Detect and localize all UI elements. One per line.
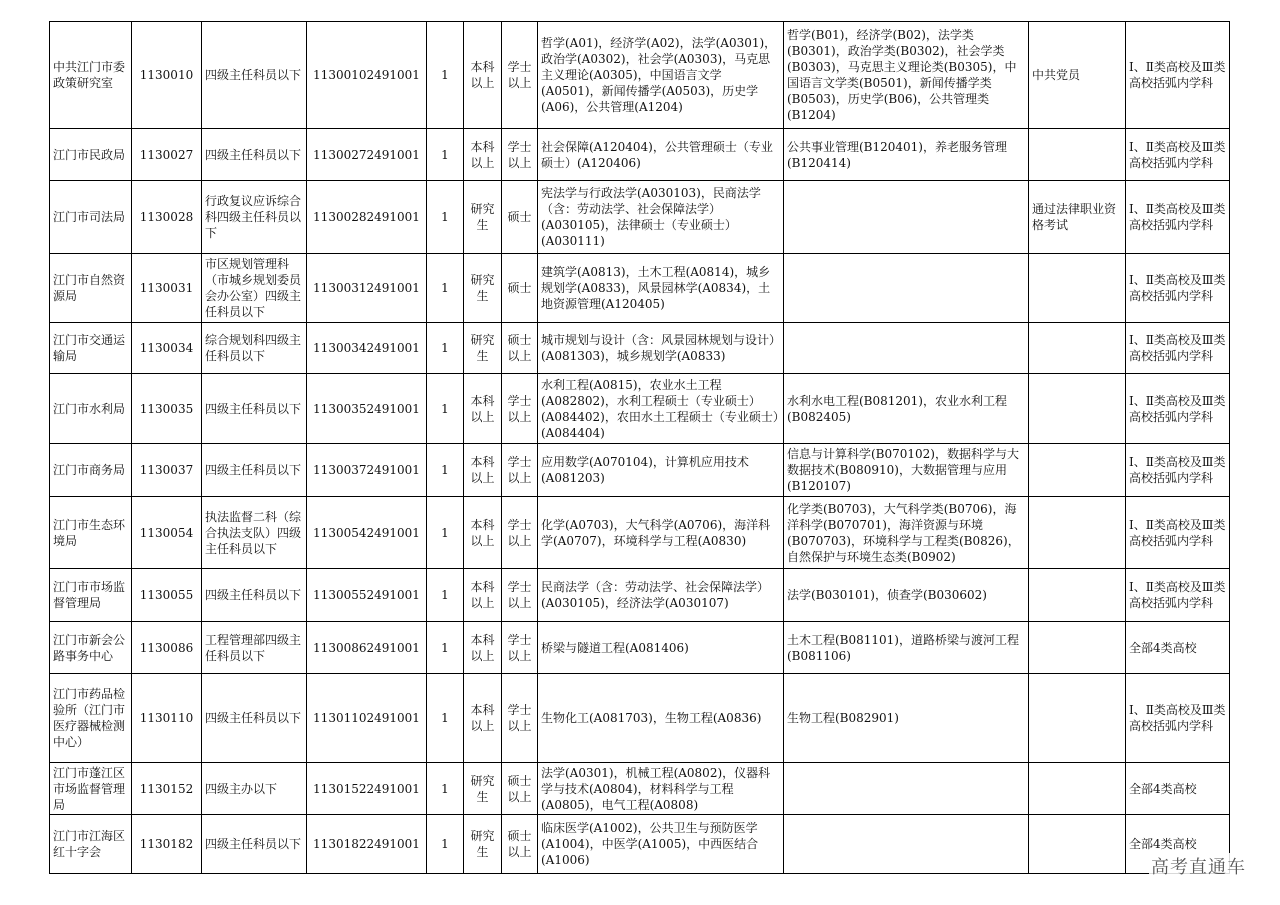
- position-cell: 四级主任科员以下: [202, 815, 307, 874]
- graduate-major-cell: 桥梁与隧道工程(A081406): [538, 621, 784, 673]
- school-scope-cell: Ⅰ、Ⅱ类高校及Ⅲ类高校括弧内学科: [1126, 496, 1230, 569]
- education-cell: 本科以上: [464, 621, 502, 673]
- code-cell: 1130034: [132, 323, 202, 373]
- code-cell: 1130037: [132, 444, 202, 496]
- school-scope-cell: Ⅰ、Ⅱ类高校及Ⅲ类高校括弧内学科: [1126, 181, 1230, 254]
- count-cell: 1: [427, 323, 464, 373]
- unit-cell: 江门市蓬江区市场监督管理局: [50, 763, 132, 815]
- position-cell: 执法监督二科（综合执法支队）四级主任科员以下: [202, 496, 307, 569]
- undergraduate-major-cell: 水利水电工程(B081201)，农业水利工程(B082405): [784, 373, 1029, 444]
- position-cell: 工程管理部四级主任科员以下: [202, 621, 307, 673]
- unit-cell: 江门市水利局: [50, 373, 132, 444]
- code-cell: 1130027: [132, 128, 202, 180]
- unit-cell: 江门市市场监督管理局: [50, 569, 132, 621]
- count-cell: 1: [427, 22, 464, 129]
- undergraduate-major-cell: [784, 323, 1029, 373]
- graduate-major-cell: 生物化工(A081703)，生物工程(A0836): [538, 674, 784, 763]
- other-requirement-cell: [1029, 569, 1126, 621]
- education-cell: 研究生: [464, 253, 502, 323]
- undergraduate-major-cell: [784, 253, 1029, 323]
- count-cell: 1: [427, 373, 464, 444]
- count-cell: 1: [427, 496, 464, 569]
- undergraduate-major-cell: 化学类(B0703)，大气科学类(B0706)，海洋科学(B070701)，海洋资源与环境(B070703)，环境科学与工程类(B0826)，自然保护与环境生态类(B0902): [784, 496, 1029, 569]
- other-requirement-cell: [1029, 253, 1126, 323]
- degree-cell: 学士以上: [502, 444, 538, 496]
- other-requirement-cell: [1029, 815, 1126, 874]
- degree-cell: 硕士: [502, 181, 538, 254]
- position-cell: 综合规划科四级主任科员以下: [202, 323, 307, 373]
- code-cell: 1130152: [132, 763, 202, 815]
- count-cell: 1: [427, 621, 464, 673]
- unit-cell: 江门市商务局: [50, 444, 132, 496]
- undergraduate-major-cell: 法学(B030101)，侦查学(B030602): [784, 569, 1029, 621]
- other-requirement-cell: [1029, 674, 1126, 763]
- undergraduate-major-cell: 生物工程(B082901): [784, 674, 1029, 763]
- degree-cell: 硕士以上: [502, 815, 538, 874]
- graduate-major-cell: 社会保障(A120404)，公共管理硕士（专业硕士）(A120406): [538, 128, 784, 180]
- code-cell: 1130054: [132, 496, 202, 569]
- education-cell: 研究生: [464, 763, 502, 815]
- unit-cell: 中共江门市委政策研究室: [50, 22, 132, 129]
- school-scope-cell: Ⅰ、Ⅱ类高校及Ⅲ类高校括弧内学科: [1126, 323, 1230, 373]
- school-scope-cell: Ⅰ、Ⅱ类高校及Ⅲ类高校括弧内学科: [1126, 444, 1230, 496]
- education-cell: 本科以上: [464, 674, 502, 763]
- count-cell: 1: [427, 444, 464, 496]
- recruitment-table: [49, 21, 1230, 874]
- position-code-cell: 11300862491001: [307, 621, 427, 673]
- undergraduate-major-cell: 信息与计算科学(B070102)，数据科学与大数据技术(B080910)，大数据管理与应用(B120107): [784, 444, 1029, 496]
- position-code-cell: 11300372491001: [307, 444, 427, 496]
- position-cell: 四级主任科员以下: [202, 128, 307, 180]
- code-cell: 1130055: [132, 569, 202, 621]
- graduate-major-cell: 水利工程(A0815)，农业水土工程(A082802)，水利工程硕士（专业硕士）(A084402)，农田水土工程硕士（专业硕士）(A084404): [538, 373, 784, 444]
- degree-cell: 学士以上: [502, 128, 538, 180]
- unit-cell: 江门市生态环境局: [50, 496, 132, 569]
- unit-cell: 江门市自然资源局: [50, 253, 132, 323]
- table-row: [50, 763, 1230, 815]
- degree-cell: 硕士: [502, 253, 538, 323]
- count-cell: 1: [427, 569, 464, 621]
- table-row: [50, 128, 1230, 180]
- count-cell: 1: [427, 763, 464, 815]
- unit-cell: 江门市新会公路事务中心: [50, 621, 132, 673]
- graduate-major-cell: 哲学(A01)，经济学(A02)，法学(A0301)，政治学(A0302)，社会学(A0303)，马克思主义理论(A0305)，中国语言文学(A0501)，新闻传播学(A0503)，历史学(A06)，公共管理(A1204): [538, 22, 784, 129]
- undergraduate-major-cell: [784, 181, 1029, 254]
- education-cell: 本科以上: [464, 444, 502, 496]
- school-scope-cell: Ⅰ、Ⅱ类高校及Ⅲ类高校括弧内学科: [1126, 674, 1230, 763]
- other-requirement-cell: [1029, 373, 1126, 444]
- other-requirement-cell: [1029, 128, 1126, 180]
- other-requirement-cell: [1029, 496, 1126, 569]
- school-scope-cell: Ⅰ、Ⅱ类高校及Ⅲ类高校括弧内学科: [1126, 128, 1230, 180]
- table-row: [50, 22, 1230, 129]
- table-row: [50, 621, 1230, 673]
- code-cell: 1130031: [132, 253, 202, 323]
- undergraduate-major-cell: [784, 763, 1029, 815]
- position-cell: 四级主任科员以下: [202, 444, 307, 496]
- undergraduate-major-cell: 公共事业管理(B120401)，养老服务管理(B120414): [784, 128, 1029, 180]
- unit-cell: 江门市交通运输局: [50, 323, 132, 373]
- position-cell: 四级主任科员以下: [202, 674, 307, 763]
- code-cell: 1130028: [132, 181, 202, 254]
- position-cell: 四级主任科员以下: [202, 373, 307, 444]
- other-requirement-cell: [1029, 444, 1126, 496]
- code-cell: 1130010: [132, 22, 202, 129]
- graduate-major-cell: 城市规划与设计（含：风景园林规划与设计）(A081303)，城乡规划学(A0833): [538, 323, 784, 373]
- table-row: [50, 373, 1230, 444]
- position-code-cell: 11300342491001: [307, 323, 427, 373]
- degree-cell: 学士以上: [502, 621, 538, 673]
- school-scope-cell: Ⅰ、Ⅱ类高校及Ⅲ类高校括弧内学科: [1126, 569, 1230, 621]
- graduate-major-cell: 临床医学(A1002)，公共卫生与预防医学(A1004)，中医学(A1005)，中西医结合(A1006): [538, 815, 784, 874]
- count-cell: 1: [427, 674, 464, 763]
- degree-cell: 硕士以上: [502, 763, 538, 815]
- school-scope-cell: Ⅰ、Ⅱ类高校及Ⅲ类高校括弧内学科: [1126, 253, 1230, 323]
- other-requirement-cell: [1029, 323, 1126, 373]
- degree-cell: 硕士以上: [502, 323, 538, 373]
- count-cell: 1: [427, 253, 464, 323]
- code-cell: 1130035: [132, 373, 202, 444]
- count-cell: 1: [427, 181, 464, 254]
- school-scope-cell: 全部4类高校: [1126, 621, 1230, 673]
- degree-cell: 学士以上: [502, 496, 538, 569]
- undergraduate-major-cell: 哲学(B01)，经济学(B02)，法学类(B0301)，政治学类(B0302)，社会学类(B0303)，马克思主义理论类(B0305)，中国语言文学类(B0501)，新闻传播学类(B0503)，历史学(B06)，公共管理类(B1204): [784, 22, 1029, 129]
- other-requirement-cell: 中共党员: [1029, 22, 1126, 129]
- position-code-cell: 11300352491001: [307, 373, 427, 444]
- position-code-cell: 11300282491001: [307, 181, 427, 254]
- count-cell: 1: [427, 128, 464, 180]
- table-row: [50, 444, 1230, 496]
- position-cell: 四级主任科员以下: [202, 569, 307, 621]
- graduate-major-cell: 宪法学与行政法学(A030103)，民商法学（含：劳动法学、社会保障法学）(A030105)，法律硕士（专业硕士）(A030111): [538, 181, 784, 254]
- graduate-major-cell: 化学(A0703)，大气科学(A0706)，海洋科学(A0707)，环境科学与工程(A0830): [538, 496, 784, 569]
- code-cell: 1130182: [132, 815, 202, 874]
- other-requirement-cell: [1029, 763, 1126, 815]
- code-cell: 1130110: [132, 674, 202, 763]
- unit-cell: 江门市民政局: [50, 128, 132, 180]
- graduate-major-cell: 民商法学（含：劳动法学、社会保障法学）(A030105)，经济法学(A030107): [538, 569, 784, 621]
- position-cell: 行政复议应诉综合科四级主任科员以下: [202, 181, 307, 254]
- watermark-text: 高考直通车: [1149, 853, 1248, 879]
- unit-cell: 江门市药品检验所（江门市医疗器械检测中心）: [50, 674, 132, 763]
- unit-cell: 江门市司法局: [50, 181, 132, 254]
- education-cell: 研究生: [464, 815, 502, 874]
- other-requirement-cell: [1029, 621, 1126, 673]
- school-scope-cell: 全部4类高校: [1126, 763, 1230, 815]
- education-cell: 本科以上: [464, 373, 502, 444]
- degree-cell: 学士以上: [502, 569, 538, 621]
- graduate-major-cell: 法学(A0301)，机械工程(A0802)，仪器科学与技术(A0804)，材料科学与工程(A0805)，电气工程(A0808): [538, 763, 784, 815]
- table-row: [50, 181, 1230, 254]
- count-cell: 1: [427, 815, 464, 874]
- position-code-cell: 11301102491001: [307, 674, 427, 763]
- degree-cell: 学士以上: [502, 674, 538, 763]
- table-row: [50, 569, 1230, 621]
- table-row: [50, 674, 1230, 763]
- education-cell: 本科以上: [464, 569, 502, 621]
- education-cell: 本科以上: [464, 22, 502, 129]
- position-cell: 四级主办以下: [202, 763, 307, 815]
- degree-cell: 学士以上: [502, 22, 538, 129]
- education-cell: 本科以上: [464, 128, 502, 180]
- table-row: [50, 815, 1230, 874]
- position-code-cell: 11300272491001: [307, 128, 427, 180]
- position-code-cell: 11300542491001: [307, 496, 427, 569]
- position-code-cell: 11301522491001: [307, 763, 427, 815]
- unit-cell: 江门市江海区红十字会: [50, 815, 132, 874]
- position-cell: 四级主任科员以下: [202, 22, 307, 129]
- school-scope-cell: 全部4类高校: [1126, 815, 1230, 874]
- position-code-cell: 11301822491001: [307, 815, 427, 874]
- school-scope-cell: Ⅰ、Ⅱ类高校及Ⅲ类高校括弧内学科: [1126, 373, 1230, 444]
- table-row: [50, 253, 1230, 323]
- education-cell: 本科以上: [464, 496, 502, 569]
- degree-cell: 学士以上: [502, 373, 538, 444]
- position-code-cell: 11300102491001: [307, 22, 427, 129]
- education-cell: 研究生: [464, 323, 502, 373]
- undergraduate-major-cell: [784, 815, 1029, 874]
- school-scope-cell: Ⅰ、Ⅱ类高校及Ⅲ类高校括弧内学科: [1126, 22, 1230, 129]
- table-body: [50, 22, 1230, 874]
- undergraduate-major-cell: 土木工程(B081101)，道路桥梁与渡河工程(B081106): [784, 621, 1029, 673]
- education-cell: 研究生: [464, 181, 502, 254]
- graduate-major-cell: 应用数学(A070104)，计算机应用技术(A081203): [538, 444, 784, 496]
- position-cell: 市区规划管理科（市城乡规划委员会办公室）四级主任科员以下: [202, 253, 307, 323]
- graduate-major-cell: 建筑学(A0813)，土木工程(A0814)，城乡规划学(A0833)，风景园林学(A0834)，土地资源管理(A120405): [538, 253, 784, 323]
- position-code-cell: 11300312491001: [307, 253, 427, 323]
- code-cell: 1130086: [132, 621, 202, 673]
- table-row: [50, 323, 1230, 373]
- position-code-cell: 11300552491001: [307, 569, 427, 621]
- other-requirement-cell: 通过法律职业资格考试: [1029, 181, 1126, 254]
- table-row: [50, 496, 1230, 569]
